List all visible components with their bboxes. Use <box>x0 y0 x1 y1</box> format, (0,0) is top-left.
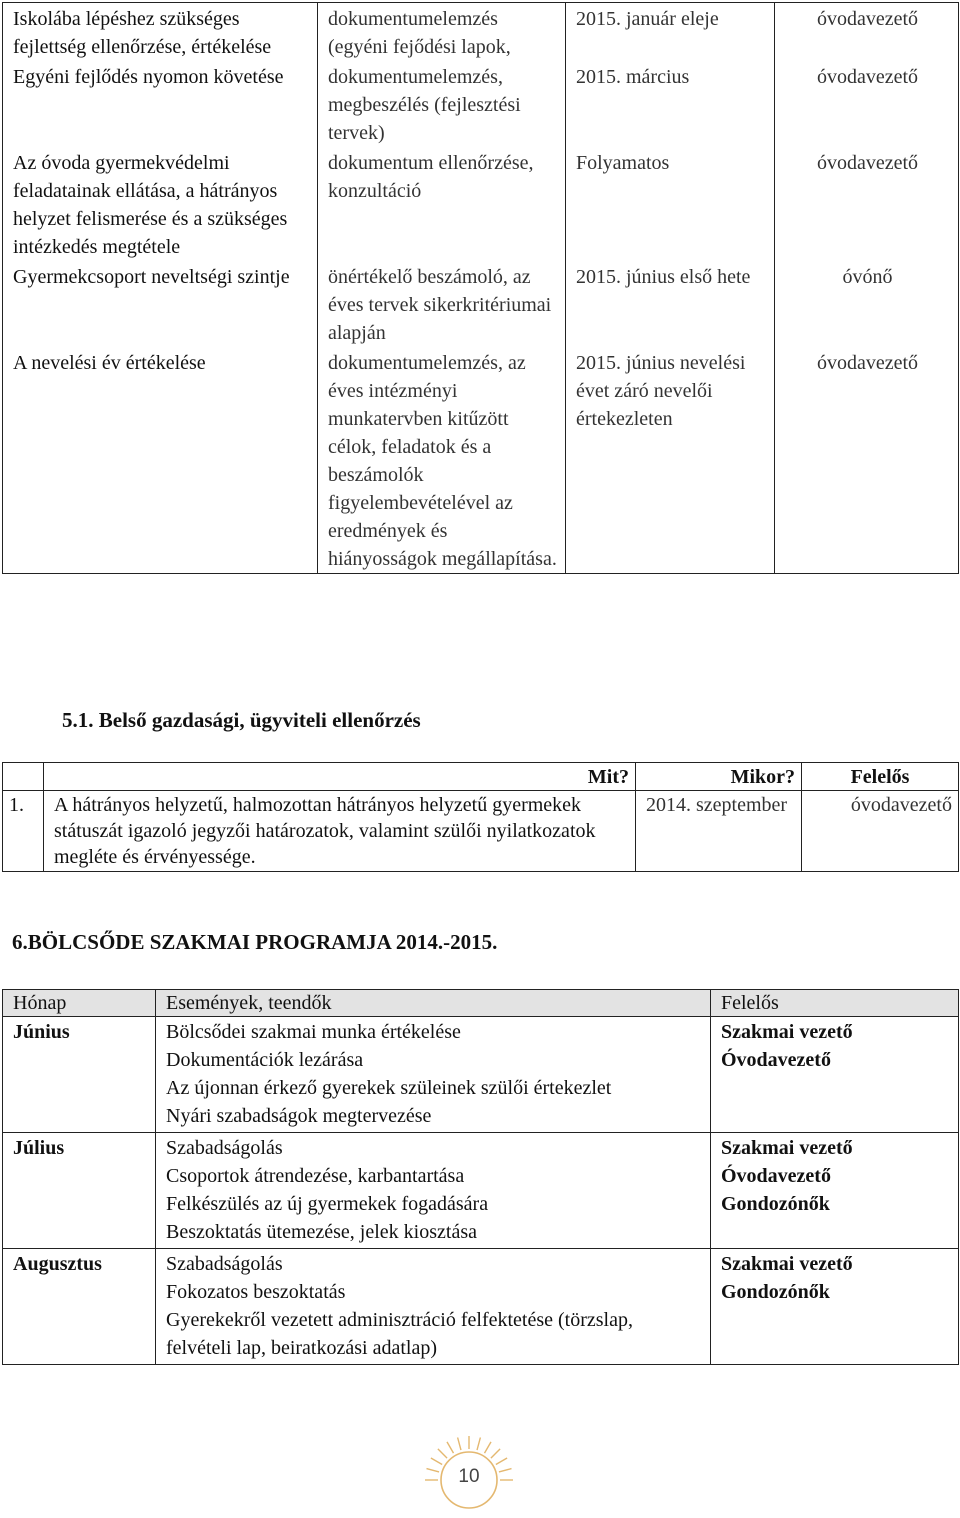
column-header: Események, teendők <box>156 990 711 1017</box>
responsible-cell <box>711 1017 959 1133</box>
table-row <box>3 3 959 62</box>
task-cell: Iskolába lépéshez szükséges fejlettség ellenőrzése, értékelése <box>3 3 318 62</box>
badge-ray <box>485 1442 492 1453</box>
method-cell: önértékelő beszámoló, az éves tervek sikerkritériumai alapján <box>318 261 566 347</box>
event-item: Dokumentációk lezárása <box>166 1049 364 1071</box>
num-header-cell <box>3 763 44 791</box>
column-header: Mikor? <box>636 763 802 791</box>
table-row <box>3 1133 959 1249</box>
event-item: Bölcsődei szakmai munka értékelése <box>166 1021 461 1043</box>
responsible-cell <box>711 1249 959 1365</box>
badge-ray <box>458 1437 461 1450</box>
month-cell: Július <box>3 1133 156 1249</box>
responsible-cell: óvodavezető <box>775 3 959 62</box>
badge-ray <box>438 1449 447 1458</box>
responsible-item: Óvodavezető <box>721 1049 831 1071</box>
nursery-program-table <box>2 989 959 1365</box>
event-item: Nyári szabadságok megtervezése <box>166 1105 432 1127</box>
event-item: Beszoktatás ütemezése, jelek kiosztása <box>166 1221 477 1243</box>
task-cell: A nevelési év értékelése <box>3 347 318 574</box>
method-cell: dokumentumelemzés, az éves intézményi munkatervben kitűzött célok, feladatok és a beszámolók figyelembevételével az eredmények és hiányosságok megállapítása. <box>318 347 566 574</box>
event-item: Szabadságolás <box>166 1137 283 1159</box>
responsible-cell: óvodavezető <box>802 791 959 872</box>
date-cell: 2015. január eleje <box>566 3 775 62</box>
responsible-item: Gondozónők <box>721 1281 830 1303</box>
event-item: Gyerekekről vezetett adminisztráció felfektetése (törzslap, felvételi lap, beiratkozási adatlap) <box>166 1309 633 1359</box>
badge-ray <box>477 1437 480 1450</box>
column-header: Felelős <box>802 763 959 791</box>
row-number: 1. <box>3 791 44 872</box>
method-cell: dokumentum ellenőrzése, konzultáció <box>318 147 566 261</box>
month-cell: Június <box>3 1017 156 1133</box>
responsible-cell: óvodavezető <box>775 147 959 261</box>
events-cell <box>156 1017 711 1133</box>
responsible-item: Szakmai vezető <box>721 1137 853 1159</box>
section-heading: 6.BÖLCSŐDE SZAKMAI PROGRAMJA 2014.-2015. <box>12 930 498 954</box>
task-cell: Gyermekcsoport neveltségi szintje <box>3 261 318 347</box>
responsible-cell <box>711 1133 959 1249</box>
date-cell: Folyamatos <box>566 147 775 261</box>
badge-ray <box>431 1458 442 1465</box>
column-header: Hónap <box>3 990 156 1017</box>
table-row <box>3 147 959 261</box>
column-header: Mit? <box>44 763 636 791</box>
event-item: Fokozatos beszoktatás <box>166 1281 346 1303</box>
responsible-item: Óvodavezető <box>721 1165 831 1187</box>
table-row <box>3 1249 959 1365</box>
events-cell <box>156 1133 711 1249</box>
table-row <box>3 347 959 574</box>
responsible-item: Szakmai vezető <box>721 1021 853 1043</box>
method-cell: dokumentumelemzés, megbeszélés (fejlesztési tervek) <box>318 61 566 147</box>
event-item: Az újonnan érkező gyerekek szüleinek szülői értekezlet <box>166 1077 612 1099</box>
task-cell: Egyéni fejlődés nyomon követése <box>3 61 318 147</box>
control-table <box>2 762 959 872</box>
table-row <box>3 261 959 347</box>
date-cell: 2015. június nevelési évet záró nevelői értekezleten <box>566 347 775 574</box>
badge-ray <box>496 1458 507 1465</box>
task-cell: Az óvoda gyermekvédelmi feladatainak ellátása, a hátrányos helyzet felismerése és a szükséges intézkedés megtétele <box>3 147 318 261</box>
date-cell: 2015. március <box>566 61 775 147</box>
table-row <box>3 1017 959 1133</box>
events-cell <box>156 1249 711 1365</box>
responsible-cell: óvodavezető <box>775 61 959 147</box>
responsible-cell: óvónő <box>775 261 959 347</box>
table-header-row <box>3 990 959 1017</box>
event-item: Felkészülés az új gyermekek fogadására <box>166 1193 489 1215</box>
column-header: Felelős <box>711 990 959 1017</box>
method-cell: dokumentumelemzés (egyéni fejődési lapok, <box>318 3 566 62</box>
section-heading: 5.1. Belső gazdasági, ügyviteli ellenőrzés <box>62 708 421 732</box>
responsible-item: Szakmai vezető <box>721 1253 853 1275</box>
event-item: Szabadságolás <box>166 1253 283 1275</box>
date-cell: 2015. június első hete <box>566 261 775 347</box>
responsible-cell: óvodavezető <box>775 347 959 574</box>
when-cell: 2014. szeptember <box>636 791 802 872</box>
table-header-row <box>3 763 959 791</box>
table-row <box>3 791 959 872</box>
table-row <box>3 61 959 147</box>
badge-ray <box>447 1442 454 1453</box>
month-cell: Augusztus <box>3 1249 156 1365</box>
page-number: 10 <box>458 1466 480 1487</box>
responsible-item: Gondozónők <box>721 1193 830 1215</box>
badge-ray <box>491 1449 500 1458</box>
plan-table <box>2 2 959 574</box>
event-item: Csoportok átrendezése, karbantartása <box>166 1165 465 1187</box>
what-cell: A hátrányos helyzetű, halmozottan hátrányos helyzetű gyermekek státuszát igazoló jegyzői határozatok, valamint szülői nyilatkozatok megléte és érvényessége. <box>44 791 636 872</box>
